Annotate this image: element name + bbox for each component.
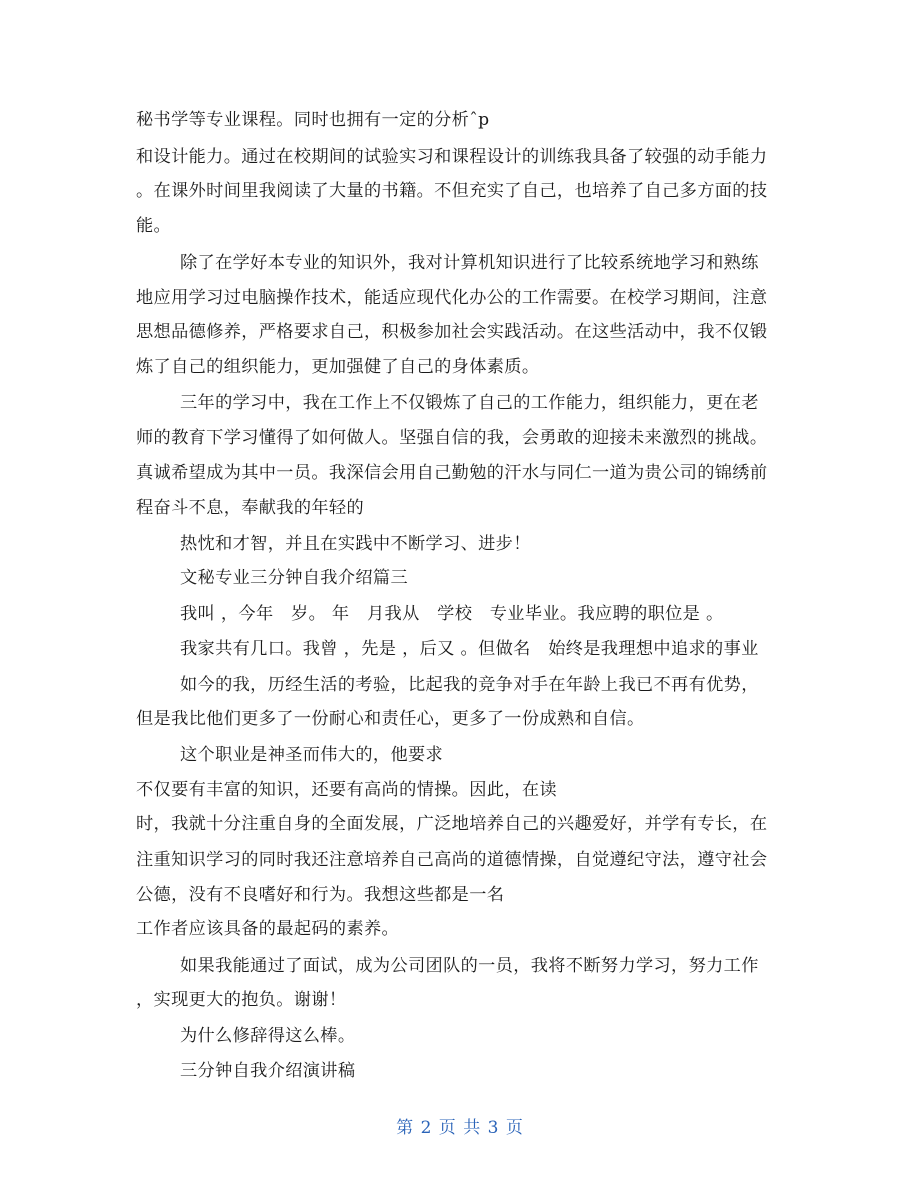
text-line: 能。 [136, 216, 172, 236]
text-line: 注重知识学习的同时我还注意培养自己高尚的道德情操，自觉遵纪守法，遵守社会 [136, 850, 768, 870]
text-line: 时，我就十分注重自身的全面发展，广泛地培养自己的兴趣爱好，并学有专长，在 [136, 814, 768, 834]
text-line: 为什么修辞得这么棒。 [180, 1026, 356, 1046]
text-line: 热忱和才智，并且在实践中不断学习、进步！ [180, 534, 531, 554]
text-line: 三年的学习中，我在工作上不仅锻炼了自己的工作能力，组织能力，更在老 [180, 393, 759, 413]
text-line: 思想品德修养，严格要求自己，积极参加社会实践活动。在这些活动中，我不仅锻 [136, 322, 768, 342]
text-line: 这个职业是神圣而伟大的，他要求 [180, 745, 444, 765]
text-line: 但是我比他们更多了一份耐心和责任心，更多了一份成熟和自信。 [136, 709, 645, 729]
text-line: 师的教育下学习懂得了如何做人。坚强自信的我，会勇敢的迎接未来激烈的挑战。 [136, 428, 768, 448]
text-line: 如果我能通过了面试，成为公司团队的一员，我将不断努力学习，努力工作 [180, 956, 759, 976]
page-indicator: 第 2 页 共 3 页 [396, 1118, 524, 1138]
section-heading: 文秘专业三分钟自我介绍篇三 [180, 568, 408, 588]
text-line: ，实现更大的抱负。谢谢！ [136, 990, 347, 1010]
text-line: 不仅要有丰富的知识，还要有高尚的情操。因此，在读 [136, 780, 557, 800]
text-line: 程奋斗不息，奉献我的年轻的 [136, 498, 364, 518]
text-line: 我家共有几口。我曾 ，先是 ，后又 。但做名 始终是我理想中追求的事业 [180, 639, 759, 659]
text-line: 工作者应该具备的最起码的素养。 [136, 919, 400, 939]
text-line: 真诚希望成为其中一员。我深信会用自己勤勉的汗水与同仁一道为贵公司的锦绣前 [136, 463, 768, 483]
text-line: 炼了自己的组织能力，更加强健了自己的身体素质。 [136, 357, 540, 377]
text-line: 三分钟自我介绍演讲稿 [180, 1061, 356, 1081]
text-line: 。在课外时间里我阅读了大量的书籍。不但充实了自己，也培养了自己多方面的技 [136, 181, 768, 201]
text-line: 地应用学习过电脑操作技术，能适应现代化办公的工作需要。在校学习期间，注意 [136, 288, 768, 308]
text-line: 如今的我，历经生活的考验，比起我的竞争对手在年龄上我已不再有优势， [180, 675, 759, 695]
text-line: 和设计能力。通过在校期间的试验实习和课程设计的训练我具备了较强的动手能力 [136, 147, 768, 167]
text-line: 我叫 ，今年 岁。 年 月我从 学校 专业毕业。我应聘的职位是 。 [180, 604, 724, 624]
text-line: 公德，没有不良嗜好和行为。我想这些都是一名 [136, 885, 505, 905]
text-line: 秘书学等专业课程。同时也拥有一定的分析ˆp [136, 110, 490, 130]
text-line: 除了在学好本专业的知识外，我对计算机知识进行了比较系统地学习和熟练 [180, 253, 759, 273]
